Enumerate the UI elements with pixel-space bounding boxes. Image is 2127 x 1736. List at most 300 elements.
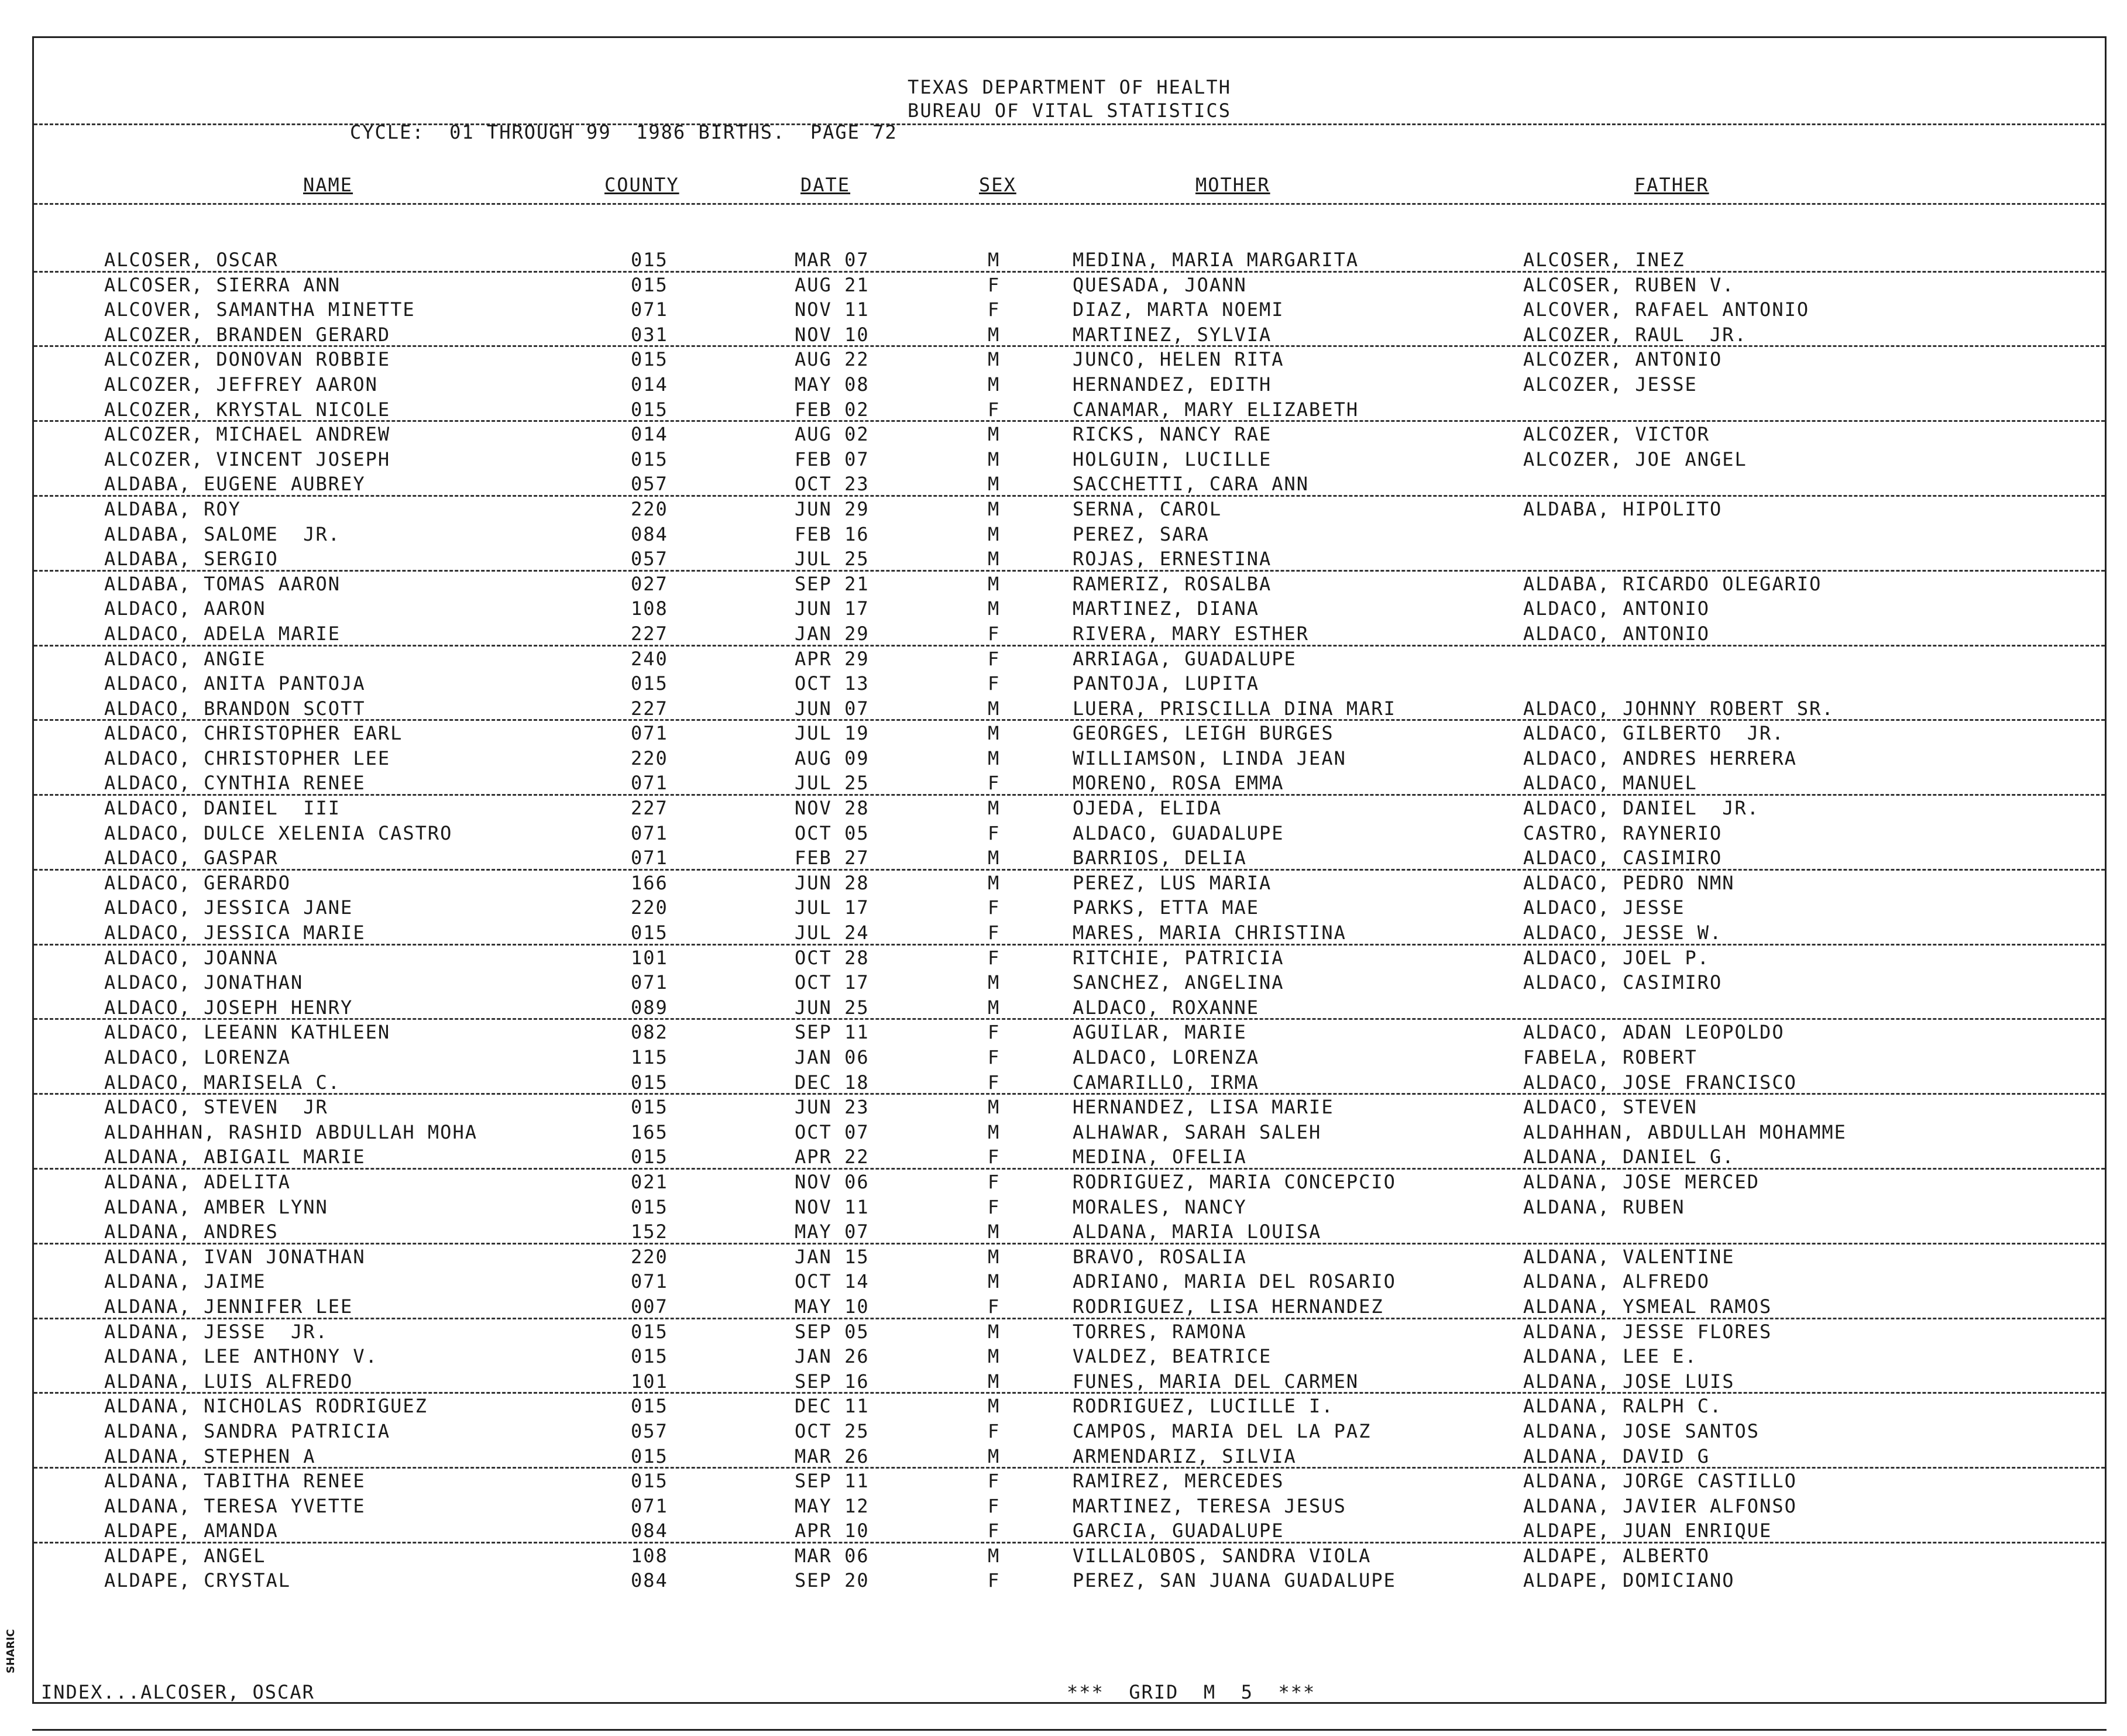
cell-county: 101 xyxy=(631,1370,668,1393)
cell-father: ALDACO, JESSE W. xyxy=(1523,922,1723,944)
table-row xyxy=(34,1518,2105,1544)
table-row xyxy=(34,920,2105,946)
cell-date: JAN 29 xyxy=(795,622,870,645)
cell-county: 227 xyxy=(631,697,668,720)
cell-name: ALDACO, GASPAR xyxy=(104,847,279,869)
cell-sex: M xyxy=(988,373,1001,396)
cell-county: 166 xyxy=(631,871,668,894)
cell-mother: MORENO, ROSA EMMA xyxy=(1073,772,1284,795)
table-row xyxy=(34,1070,2105,1095)
cell-county: 084 xyxy=(631,522,668,545)
cell-name: ALDANA, LUIS ALFREDO xyxy=(104,1370,353,1393)
cell-county: 015 xyxy=(631,1195,668,1218)
cell-sex: F xyxy=(988,1195,1001,1218)
cell-date: NOV 06 xyxy=(795,1170,870,1193)
cell-mother: ALDANA, MARIA LOUISA xyxy=(1073,1221,1322,1243)
cell-father: ALDACO, CASIMIRO xyxy=(1523,847,1723,869)
cell-sex: M xyxy=(988,548,1001,570)
table-row xyxy=(34,1544,2105,1569)
cell-father: ALDANA, DANIEL G. xyxy=(1523,1146,1735,1168)
cell-name: ALDANA, AMBER LYNN xyxy=(104,1195,328,1218)
cell-county: 089 xyxy=(631,996,668,1019)
cell-sex: F xyxy=(988,1170,1001,1193)
cell-county: 071 xyxy=(631,847,668,869)
cell-county: 015 xyxy=(631,1470,668,1493)
cell-county: 015 xyxy=(631,672,668,695)
cell-sex: M xyxy=(988,323,1001,346)
cell-mother: FUNES, MARIA DEL CARMEN xyxy=(1073,1370,1359,1393)
table-row xyxy=(34,447,2105,472)
divider xyxy=(34,123,2105,125)
cell-mother: RODRIGUEZ, LISA HERNANDEZ xyxy=(1073,1295,1384,1318)
cell-father: ALCOZER, JOE ANGEL xyxy=(1523,448,1747,470)
cell-county: 031 xyxy=(631,323,668,346)
cell-county: 108 xyxy=(631,597,668,620)
cell-father: ALDANA, LEE E. xyxy=(1523,1345,1698,1368)
cell-mother: ALDACO, GUADALUPE xyxy=(1073,821,1284,844)
table-row xyxy=(34,796,2105,821)
cell-date: SEP 16 xyxy=(795,1370,870,1393)
table-row xyxy=(34,1095,2105,1120)
cell-name: ALCOSER, OSCAR xyxy=(104,249,279,271)
table-row xyxy=(34,1219,2105,1245)
cell-county: 220 xyxy=(631,896,668,919)
cell-sex: F xyxy=(988,1494,1001,1517)
cell-county: 227 xyxy=(631,622,668,645)
cell-sex: M xyxy=(988,1345,1001,1368)
cell-sex: F xyxy=(988,1021,1001,1044)
cell-mother: ALDACO, LORENZA xyxy=(1073,1046,1259,1068)
cell-date: JUL 25 xyxy=(795,548,870,570)
table-row xyxy=(34,771,2105,796)
cell-date: NOV 10 xyxy=(795,323,870,346)
cell-county: 071 xyxy=(631,298,668,321)
cell-father: ALDACO, GILBERTO JR. xyxy=(1523,722,1785,745)
cell-date: JUL 19 xyxy=(795,722,870,745)
cell-sex: F xyxy=(988,946,1001,969)
cell-county: 071 xyxy=(631,1494,668,1517)
cell-father: ALDANA, DAVID G xyxy=(1523,1445,1710,1467)
cell-father: ALDACO, CASIMIRO xyxy=(1523,971,1723,994)
cell-father: ALDAPE, JUAN ENRIQUE xyxy=(1523,1520,1772,1542)
cell-mother: RODRIGUEZ, LUCILLE I. xyxy=(1073,1395,1334,1418)
cell-mother: PEREZ, LUS MARIA xyxy=(1073,871,1272,894)
cell-father: ALCOZER, RAUL JR. xyxy=(1523,323,1747,346)
cell-county: 108 xyxy=(631,1544,668,1567)
cell-date: JAN 26 xyxy=(795,1345,870,1368)
cell-date: APR 10 xyxy=(795,1520,870,1542)
table-row xyxy=(34,322,2105,348)
table-row xyxy=(34,1469,2105,1494)
cell-name: ALDABA, ROY xyxy=(104,497,241,520)
table-row xyxy=(34,1020,2105,1045)
cell-county: 115 xyxy=(631,1046,668,1068)
cell-date: OCT 25 xyxy=(795,1419,870,1442)
document-page xyxy=(32,36,2107,1704)
cell-date: JUL 17 xyxy=(795,896,870,919)
cell-name: ALDACO, LEEANN KATHLEEN xyxy=(104,1021,391,1044)
cell-name: ALDANA, ANDRES xyxy=(104,1221,279,1243)
cell-mother: PEREZ, SAN JUANA GUADALUPE xyxy=(1073,1569,1396,1592)
cell-mother: RAMERIZ, ROSALBA xyxy=(1073,572,1272,595)
cell-sex: M xyxy=(988,448,1001,470)
cell-name: ALDANA, JESSE JR. xyxy=(104,1320,328,1343)
cell-date: MAY 12 xyxy=(795,1494,870,1517)
cell-date: JAN 15 xyxy=(795,1245,870,1268)
cell-date: FEB 07 xyxy=(795,448,870,470)
table-row xyxy=(34,596,2105,621)
cell-name: ALDACO, STEVEN JR xyxy=(104,1096,328,1119)
cell-sex: F xyxy=(988,298,1001,321)
cell-mother: ALHAWAR, SARAH SALEH xyxy=(1073,1120,1322,1143)
cell-sex: F xyxy=(988,1470,1001,1493)
cell-mother: MORALES, NANCY xyxy=(1073,1195,1247,1218)
cell-name: ALCOZER, JEFFREY AARON xyxy=(104,373,378,396)
cell-sex: M xyxy=(988,473,1001,496)
cell-father: ALDAPE, ALBERTO xyxy=(1523,1544,1710,1567)
cell-mother: GEORGES, LEIGH BURGES xyxy=(1073,722,1334,745)
cell-father: ALDABA, HIPOLITO xyxy=(1523,497,1723,520)
cell-date: AUG 02 xyxy=(795,423,870,446)
cell-date: OCT 07 xyxy=(795,1120,870,1143)
cell-mother: RITCHIE, PATRICIA xyxy=(1073,946,1284,969)
cell-sex: M xyxy=(988,1445,1001,1467)
cell-date: JUN 07 xyxy=(795,697,870,720)
cell-father: ALCOZER, ANTONIO xyxy=(1523,348,1723,371)
table-row xyxy=(34,845,2105,871)
table-row xyxy=(34,247,2105,273)
cell-sex: M xyxy=(988,497,1001,520)
cell-date: MAY 10 xyxy=(795,1295,870,1318)
cell-father: ALDANA, JOSE MERCED xyxy=(1523,1170,1760,1193)
side-label: SHARIC xyxy=(5,1629,17,1673)
cell-county: 015 xyxy=(631,398,668,421)
cell-sex: F xyxy=(988,821,1001,844)
cell-father: ALDANA, YSMEAL RAMOS xyxy=(1523,1295,1772,1318)
cell-name: ALDACO, LORENZA xyxy=(104,1046,291,1068)
cell-county: 101 xyxy=(631,946,668,969)
cell-father: ALDACO, JESSE xyxy=(1523,896,1685,919)
cell-mother: VILLALOBOS, SANDRA VIOLA xyxy=(1073,1544,1372,1567)
cell-mother: SERNA, CAROL xyxy=(1073,497,1222,520)
divider xyxy=(34,203,2105,205)
cell-sex: M xyxy=(988,597,1001,620)
table-row xyxy=(34,970,2105,995)
table-row xyxy=(34,497,2105,522)
cell-sex: F xyxy=(988,622,1001,645)
cell-sex: F xyxy=(988,922,1001,944)
cell-father: ALDAPE, DOMICIANO xyxy=(1523,1569,1735,1592)
table-row xyxy=(34,721,2105,746)
cell-county: 071 xyxy=(631,772,668,795)
table-row xyxy=(34,671,2105,696)
cell-father: ALDACO, ANTONIO xyxy=(1523,597,1710,620)
cell-father: ALCOZER, JESSE xyxy=(1523,373,1698,396)
cell-name: ALDANA, IVAN JONATHAN xyxy=(104,1245,366,1268)
cell-mother: CANAMAR, MARY ELIZABETH xyxy=(1073,398,1359,421)
cell-father: ALDANA, RALPH C. xyxy=(1523,1395,1723,1418)
table-row xyxy=(34,871,2105,896)
cell-date: SEP 11 xyxy=(795,1470,870,1493)
cell-sex: M xyxy=(988,797,1001,820)
table-row xyxy=(34,472,2105,497)
table-row xyxy=(34,1170,2105,1195)
cell-county: 220 xyxy=(631,747,668,769)
cell-mother: ALDACO, ROXANNE xyxy=(1073,996,1259,1019)
cell-date: DEC 11 xyxy=(795,1395,870,1418)
table-row xyxy=(34,522,2105,547)
cell-date: APR 22 xyxy=(795,1146,870,1168)
cell-mother: SACCHETTI, CARA ANN xyxy=(1073,473,1310,496)
cell-sex: F xyxy=(988,1046,1001,1068)
cell-name: ALDACO, DANIEL III xyxy=(104,797,341,820)
table-row xyxy=(34,1045,2105,1070)
cell-mother: BARRIOS, DELIA xyxy=(1073,847,1247,869)
table-row xyxy=(34,1394,2105,1419)
cell-father: ALDACO, MANUEL xyxy=(1523,772,1698,795)
cell-mother: BRAVO, ROSALIA xyxy=(1073,1245,1247,1268)
cell-date: AUG 09 xyxy=(795,747,870,769)
cell-county: 240 xyxy=(631,647,668,670)
cell-county: 015 xyxy=(631,922,668,944)
table-row xyxy=(34,273,2105,298)
cell-date: OCT 14 xyxy=(795,1270,870,1293)
cell-county: 084 xyxy=(631,1520,668,1542)
table-row xyxy=(34,1419,2105,1444)
cell-county: 015 xyxy=(631,1320,668,1343)
table-row xyxy=(34,621,2105,647)
cell-sex: F xyxy=(988,398,1001,421)
table-row xyxy=(34,1245,2105,1270)
cell-mother: ARRIAGA, GUADALUPE xyxy=(1073,647,1297,670)
cell-county: 015 xyxy=(631,448,668,470)
cell-date: JUN 25 xyxy=(795,996,870,1019)
cell-county: 071 xyxy=(631,821,668,844)
birth-records-table xyxy=(34,247,2105,1593)
cell-mother: MARTINEZ, DIANA xyxy=(1073,597,1259,620)
cell-date: NOV 11 xyxy=(795,1195,870,1218)
cell-county: 015 xyxy=(631,1345,668,1368)
table-row xyxy=(34,895,2105,920)
cell-date: MAR 06 xyxy=(795,1544,870,1567)
cell-mother: QUESADA, JOANN xyxy=(1073,273,1247,296)
cell-name: ALDANA, LEE ANTHONY V. xyxy=(104,1345,378,1368)
cell-father: ALDABA, RICARDO OLEGARIO xyxy=(1523,572,1822,595)
cell-county: 057 xyxy=(631,548,668,570)
cell-father: ALDACO, PEDRO NMN xyxy=(1523,871,1735,894)
cell-mother: MARTINEZ, TERESA JESUS xyxy=(1073,1494,1346,1517)
table-row xyxy=(34,347,2105,372)
cell-sex: M xyxy=(988,1120,1001,1143)
cell-name: ALDAPE, ANGEL xyxy=(104,1544,266,1567)
table-row xyxy=(34,1294,2105,1319)
cell-county: 084 xyxy=(631,1569,668,1592)
cell-county: 015 xyxy=(631,1146,668,1168)
cell-county: 015 xyxy=(631,249,668,271)
cell-mother: MARES, MARIA CHRISTINA xyxy=(1073,922,1346,944)
table-row xyxy=(34,372,2105,397)
cell-father: ALDACO, JOEL P. xyxy=(1523,946,1710,969)
cell-date: AUG 22 xyxy=(795,348,870,371)
cell-county: 015 xyxy=(631,348,668,371)
cell-mother: RODRIGUEZ, MARIA CONCEPCIO xyxy=(1073,1170,1396,1193)
cell-sex: M xyxy=(988,1395,1001,1418)
table-row xyxy=(34,1494,2105,1519)
cell-county: 014 xyxy=(631,423,668,446)
cell-name: ALDACO, CHRISTOPHER EARL xyxy=(104,722,403,745)
cell-father: ALCOSER, INEZ xyxy=(1523,249,1685,271)
cell-county: 071 xyxy=(631,1270,668,1293)
cell-date: SEP 21 xyxy=(795,572,870,595)
cell-county: 057 xyxy=(631,1419,668,1442)
cell-county: 014 xyxy=(631,373,668,396)
index-footer: INDEX...ALCOSER, OSCAR xyxy=(41,1681,315,1703)
cell-name: ALDABA, SERGIO xyxy=(104,548,279,570)
cell-name: ALDACO, JESSICA MARIE xyxy=(104,922,366,944)
table-row xyxy=(34,1444,2105,1469)
cell-sex: M xyxy=(988,747,1001,769)
column-header-mother: MOTHER xyxy=(1195,174,1270,196)
cell-date: JUN 28 xyxy=(795,871,870,894)
cell-date: JAN 06 xyxy=(795,1046,870,1068)
cell-name: ALDABA, SALOME JR. xyxy=(104,522,341,545)
cell-mother: HOLGUIN, LUCILLE xyxy=(1073,448,1272,470)
cell-father: ALDANA, JAVIER ALFONSO xyxy=(1523,1494,1797,1517)
cell-mother: HERNANDEZ, LISA MARIE xyxy=(1073,1096,1334,1119)
table-row xyxy=(34,1120,2105,1145)
cell-sex: M xyxy=(988,971,1001,994)
cell-sex: F xyxy=(988,1146,1001,1168)
cell-sex: F xyxy=(988,1295,1001,1318)
cell-county: 021 xyxy=(631,1170,668,1193)
cell-sex: F xyxy=(988,672,1001,695)
cell-father: ALDANA, VALENTINE xyxy=(1523,1245,1735,1268)
table-row xyxy=(34,1568,2105,1593)
cell-sex: M xyxy=(988,996,1001,1019)
cell-county: 057 xyxy=(631,473,668,496)
cell-mother: RIVERA, MARY ESTHER xyxy=(1073,622,1310,645)
cell-county: 082 xyxy=(631,1021,668,1044)
cell-mother: SANCHEZ, ANGELINA xyxy=(1073,971,1284,994)
cell-father: ALDACO, ADAN LEOPOLDO xyxy=(1523,1021,1785,1044)
cell-father: ALDANA, RUBEN xyxy=(1523,1195,1685,1218)
cell-name: ALDACO, GERARDO xyxy=(104,871,291,894)
column-header-date: DATE xyxy=(800,174,851,196)
cell-father: FABELA, ROBERT xyxy=(1523,1046,1698,1068)
cell-county: 152 xyxy=(631,1221,668,1243)
table-row xyxy=(34,546,2105,572)
cell-date: NOV 11 xyxy=(795,298,870,321)
cell-date: MAR 26 xyxy=(795,1445,870,1467)
cell-sex: F xyxy=(988,896,1001,919)
cell-sex: M xyxy=(988,249,1001,271)
cell-mother: CAMARILLO, IRMA xyxy=(1073,1071,1259,1094)
cell-county: 015 xyxy=(631,1445,668,1467)
cell-mother: RAMIREZ, MERCEDES xyxy=(1073,1470,1284,1493)
cell-father: ALDANA, JOSE SANTOS xyxy=(1523,1419,1760,1442)
cell-sex: F xyxy=(988,273,1001,296)
cell-sex: M xyxy=(988,722,1001,745)
cell-name: ALDACO, DULCE XELENIA CASTRO xyxy=(104,821,453,844)
cell-date: MAY 08 xyxy=(795,373,870,396)
grid-footer: *** GRID M 5 *** xyxy=(1067,1681,1316,1703)
cell-name: ALDANA, ABIGAIL MARIE xyxy=(104,1146,366,1168)
table-row xyxy=(34,1269,2105,1294)
cell-mother: MEDINA, OFELIA xyxy=(1073,1146,1247,1168)
cell-name: ALCOSER, SIERRA ANN xyxy=(104,273,341,296)
cell-mother: RICKS, NANCY RAE xyxy=(1073,423,1272,446)
cell-county: 165 xyxy=(631,1120,668,1143)
cell-date: JUN 29 xyxy=(795,497,870,520)
cell-county: 071 xyxy=(631,971,668,994)
cell-date: NOV 28 xyxy=(795,797,870,820)
cell-name: ALCOZER, DONOVAN ROBBIE xyxy=(104,348,391,371)
cell-name: ALDAPE, AMANDA xyxy=(104,1520,279,1542)
cell-sex: F xyxy=(988,772,1001,795)
bottom-rule xyxy=(32,1729,2107,1731)
cell-mother: PARKS, ETTA MAE xyxy=(1073,896,1259,919)
column-header-sex: SEX xyxy=(979,174,1016,196)
cell-name: ALCOVER, SAMANTHA MINETTE xyxy=(104,298,415,321)
cell-county: 220 xyxy=(631,497,668,520)
cycle-line: CYCLE: 01 THROUGH 99 1986 BIRTHS. PAGE 72 xyxy=(350,121,898,143)
table-row xyxy=(34,1344,2105,1369)
table-row xyxy=(34,946,2105,971)
cell-sex: F xyxy=(988,1071,1001,1094)
cell-date: JUN 17 xyxy=(795,597,870,620)
cell-date: SEP 05 xyxy=(795,1320,870,1343)
cell-father: ALDACO, STEVEN xyxy=(1523,1096,1698,1119)
cell-sex: M xyxy=(988,871,1001,894)
cell-county: 015 xyxy=(631,273,668,296)
cell-name: ALDACO, CHRISTOPHER LEE xyxy=(104,747,391,769)
cell-mother: MEDINA, MARIA MARGARITA xyxy=(1073,249,1359,271)
cell-name: ALDANA, NICHOLAS RODRIGUEZ xyxy=(104,1395,428,1418)
cell-father: ALDANA, JORGE CASTILLO xyxy=(1523,1470,1797,1493)
cell-father: CASTRO, RAYNERIO xyxy=(1523,821,1723,844)
table-row xyxy=(34,696,2105,721)
cell-name: ALDACO, CYNTHIA RENEE xyxy=(104,772,366,795)
cell-date: AUG 21 xyxy=(795,273,870,296)
cell-name: ALDANA, SANDRA PATRICIA xyxy=(104,1419,391,1442)
cell-date: OCT 05 xyxy=(795,821,870,844)
cell-sex: M xyxy=(988,697,1001,720)
cell-county: 071 xyxy=(631,722,668,745)
cell-name: ALDACO, ADELA MARIE xyxy=(104,622,341,645)
cell-name: ALDABA, EUGENE AUBREY xyxy=(104,473,366,496)
cell-name: ALDACO, JESSICA JANE xyxy=(104,896,353,919)
cell-sex: M xyxy=(988,348,1001,371)
cell-mother: PEREZ, SARA xyxy=(1073,522,1209,545)
cell-sex: M xyxy=(988,1320,1001,1343)
cell-father: ALDACO, DANIEL JR. xyxy=(1523,797,1760,820)
cell-date: JUL 24 xyxy=(795,922,870,944)
cell-sex: M xyxy=(988,423,1001,446)
cell-date: APR 29 xyxy=(795,647,870,670)
table-row xyxy=(34,572,2105,597)
cell-name: ALDACO, AARON xyxy=(104,597,266,620)
cell-county: 015 xyxy=(631,1395,668,1418)
cell-mother: TORRES, RAMONA xyxy=(1073,1320,1247,1343)
cell-name: ALDAPE, CRYSTAL xyxy=(104,1569,291,1592)
cell-name: ALDANA, TABITHA RENEE xyxy=(104,1470,366,1493)
cell-date: FEB 27 xyxy=(795,847,870,869)
bureau-title: BUREAU OF VITAL STATISTICS xyxy=(908,99,1231,122)
table-row xyxy=(34,397,2105,422)
cell-mother: LUERA, PRISCILLA DINA MARI xyxy=(1073,697,1396,720)
cell-sex: M xyxy=(988,1270,1001,1293)
cell-father: ALDACO, ANTONIO xyxy=(1523,622,1710,645)
